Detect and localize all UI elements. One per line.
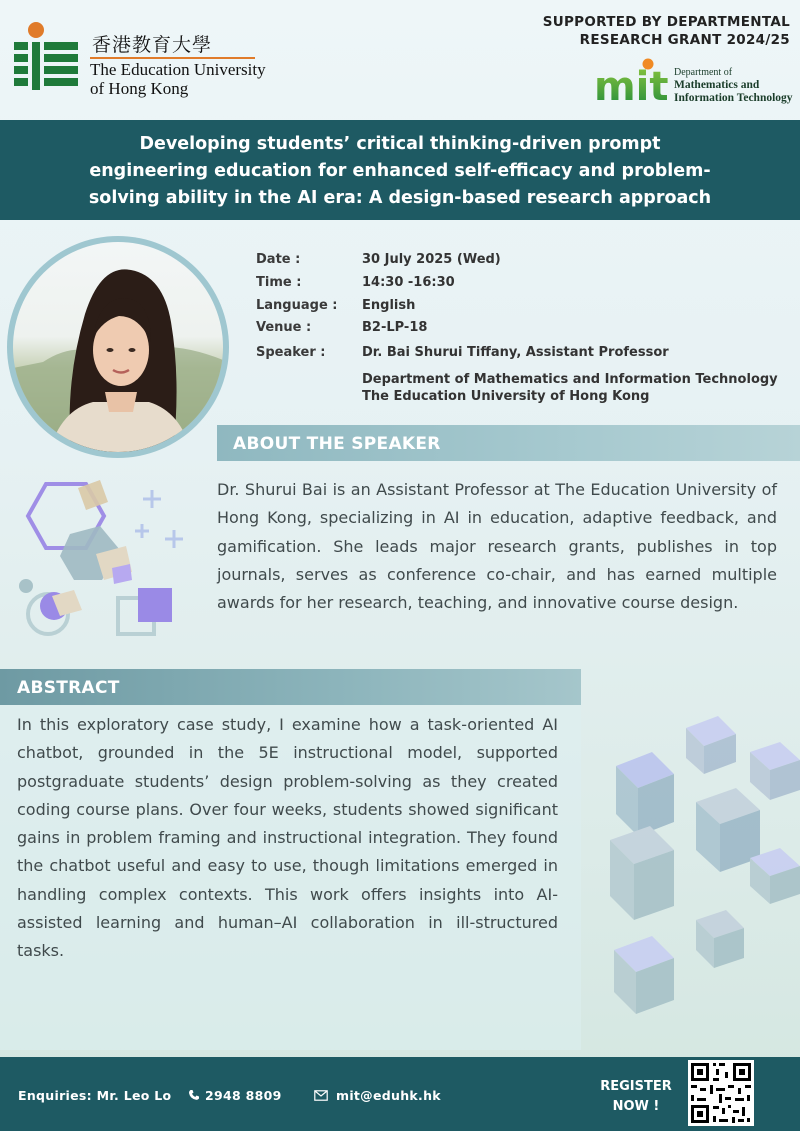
department-line2: Mathematics and (674, 79, 760, 91)
mit-logo-text: mit (594, 64, 669, 106)
time-label: Time : (256, 275, 302, 290)
grant-line1: SUPPORTED BY DEPARTMENTAL (542, 14, 790, 30)
register-line2: NOW ! (612, 1099, 660, 1114)
university-name-chinese: 香港教育大學 (92, 34, 213, 56)
register-now-button[interactable] (596, 1077, 676, 1117)
mit-department-logo-icon (592, 58, 672, 106)
grant-line2: RESEARCH GRANT 2024/25 (579, 32, 790, 48)
speaker-university: The Education University of Hong Kong (362, 389, 650, 404)
about-speaker-text: Dr. Shurui Bai is an Assistant Professor at The Education University of Hong Kong, specializing in AI in education, adaptive feedback, and gamification. She leads major research grants, publishes in top journals, serves as conference co-chair, and has earned multiple awards for her research, teaching, and innovative course design. (217, 480, 777, 613)
speaker-photo (13, 242, 223, 452)
mail-icon (314, 1090, 328, 1101)
phone-icon (188, 1089, 200, 1101)
university-name-english (90, 60, 266, 98)
title-line2: engineering education for enhanced self-efficacy and problem- (89, 161, 711, 181)
eduhk-logo-icon (14, 20, 78, 96)
department-line3: Information Technology (674, 92, 793, 104)
qr-code[interactable] (688, 1060, 754, 1126)
grant-statement (543, 13, 790, 49)
enquiries-contact: Enquiries: Mr. Leo Lo (18, 1088, 172, 1103)
header-divider (90, 57, 255, 59)
abstract-heading: ABSTRACT (17, 678, 120, 698)
venue-value: B2-LP-18 (362, 320, 428, 335)
speaker-label: Speaker : (256, 345, 326, 360)
title-line3: solving ability in the AI era: A design-based research approach (88, 188, 712, 208)
university-name-line1: The Education University (90, 60, 266, 79)
about-speaker-heading: ABOUT THE SPEAKER (233, 434, 441, 454)
language-label: Language : (256, 298, 338, 313)
time-value: 14:30 -16:30 (362, 275, 455, 290)
decorative-cubes-icon (600, 710, 800, 1050)
university-name-line2: of Hong Kong (90, 79, 189, 98)
decorative-shapes-icon (8, 476, 208, 656)
register-line1: REGISTER (600, 1079, 672, 1094)
department-line1: Department of (674, 67, 733, 78)
phone-number[interactable]: 2948 8809 (205, 1088, 282, 1103)
abstract-text: In this exploratory case study, I examine how a task-oriented AI chatbot, grounded in the 5E instructional model, supported postgraduate students’ design problem-solving as they created coding course plans. Over four weeks, students showed significant gains in problem framing and instructional integration. They found the chatbot useful and easy to use, though limitations emerged in handling complex contexts. This work offers insights into AI-assisted learning and human–AI collaboration in ill-structured tasks. (17, 715, 558, 961)
venue-label: Venue : (256, 320, 312, 335)
speaker-department: Department of Mathematics and Information Technology (362, 372, 778, 387)
department-name (674, 67, 793, 105)
language-value: English (362, 298, 416, 313)
date-label: Date : (256, 252, 301, 267)
speaker-value: Dr. Bai Shurui Tiffany, Assistant Professor (362, 345, 669, 360)
seminar-title (20, 131, 780, 212)
title-line1: Developing students’ critical thinking-driven prompt (139, 134, 661, 154)
speaker-portrait-illustration (13, 242, 223, 452)
date-value: 30 July 2025 (Wed) (362, 252, 501, 267)
email-address[interactable]: mit@eduhk.hk (336, 1088, 441, 1103)
